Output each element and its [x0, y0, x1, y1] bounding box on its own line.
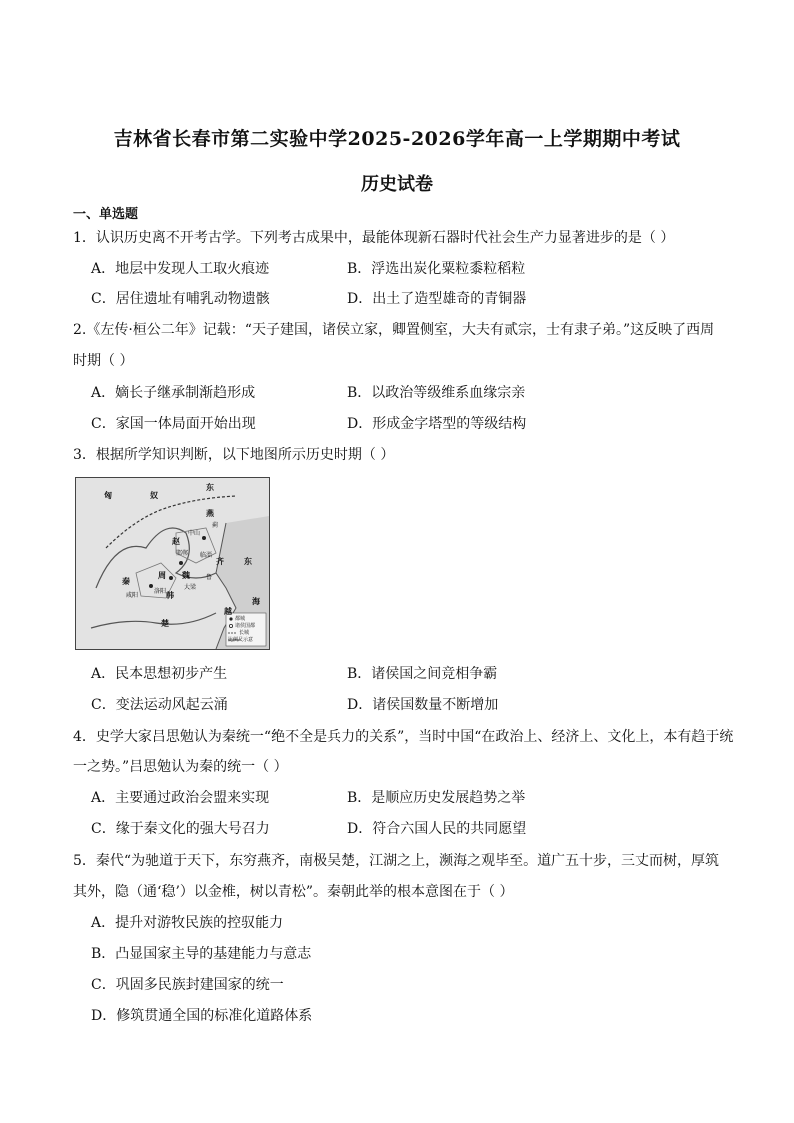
- map-label: 匈: [104, 491, 112, 500]
- map-label: 中山: [188, 530, 201, 537]
- question-2-option-a[interactable]: A．嫡长子继承制渐趋形成: [91, 385, 256, 401]
- map-label: 东: [206, 483, 214, 492]
- section-heading: 一、单选题: [73, 207, 139, 222]
- map-label: 临淄: [200, 552, 213, 559]
- question-1-option-a[interactable]: A．地层中发现人工取火痕迹: [91, 261, 270, 277]
- question-4-option-b[interactable]: B．是顺应历史发展趋势之举: [347, 790, 526, 806]
- question-3-option-d[interactable]: D．诸侯国数量不断增加: [347, 697, 499, 713]
- map-label: 东: [244, 557, 252, 566]
- map-labels: [76, 478, 269, 649]
- map-label: 燕: [206, 509, 214, 518]
- question-5-stem-line-1: 5．秦代“为驰道于天下，东穷燕齐，南极吴楚，江湖之上，濒海之观毕至。道广五十步，三丈而树，厚筑: [73, 853, 720, 869]
- question-5-option-b[interactable]: B．凸显国家主导的基建能力与意志: [91, 946, 312, 962]
- map-label: 邯郸: [176, 550, 189, 557]
- map-legend-item: 长城: [239, 630, 250, 636]
- map-label: 咸阳: [126, 592, 139, 599]
- question-1-stem: 1．认识历史离不开考古学。下列考古成果中，最能体现新石器时代社会生产力显著进步的是（ ）: [73, 230, 675, 246]
- map-label: 周: [158, 571, 166, 580]
- question-5-option-a[interactable]: A．提升对游牧民族的控驭能力: [91, 915, 284, 931]
- question-5-stem-line-2: 其外，隐（通‘稳’）以金椎，树以青松”。秦朝此举的根本意图在于（ ）: [73, 884, 514, 900]
- map-label: 蓟: [212, 522, 219, 529]
- question-2-option-c[interactable]: C．家国一体局面开始出现: [91, 416, 256, 432]
- question-4-stem-line-1: 4．史学大家吕思勉认为秦统一“绝不全是兵力的关系”，当时中国“在政治上、经济上、文化上，本有趋于统: [73, 729, 734, 745]
- map-legend-item: 都城: [235, 616, 246, 622]
- question-3-option-b[interactable]: B．诸侯国之间竞相争霸: [347, 666, 498, 682]
- map-label: 洛阳: [154, 588, 167, 595]
- map-label: 海: [252, 597, 260, 606]
- map-label: 楚: [161, 619, 169, 628]
- map-label: 齐: [216, 557, 224, 566]
- question-1-option-b[interactable]: B．浮选出炭化粟粒黍粒稻粒: [347, 261, 526, 277]
- map-label: 赵: [172, 537, 180, 546]
- question-5-option-d[interactable]: D．修筑贯通全国的标准化道路体系: [91, 1008, 313, 1024]
- question-2-stem-line-1: 2.《左传·桓公二年》记载：“天子建国，诸侯立家，卿置侧室，大夫有贰宗，士有隶子弟。”这反映了西周: [73, 322, 715, 338]
- question-3-option-a[interactable]: A．民本思想初步产生: [91, 666, 228, 682]
- question-2-option-d[interactable]: D．形成金字塔型的等级结构: [347, 416, 527, 432]
- question-1-option-c[interactable]: C．居住遗址有哺乳动物遗骸: [91, 291, 270, 307]
- map-label: 奴: [150, 491, 158, 500]
- exam-title: 吉林省长春市第二实验中学2025-2026学年高一上学期期中考试: [113, 128, 681, 150]
- map-label: 韩: [166, 591, 174, 600]
- question-3-option-c[interactable]: C．变法运动风起云涌: [91, 697, 228, 713]
- historical-map: [75, 477, 270, 650]
- map-label: 鲁: [206, 574, 213, 581]
- map-legend-item: 诸侯国都: [235, 623, 256, 629]
- exam-subtitle: 历史试卷: [361, 174, 433, 195]
- question-2-stem-line-2: 时期（ ）: [73, 353, 134, 369]
- question-4-option-c[interactable]: C．缘于秦文化的强大号召力: [91, 821, 270, 837]
- map-legend-item: 比例尺示意: [228, 637, 254, 643]
- map-label: 秦: [122, 577, 130, 586]
- question-4-option-a[interactable]: A．主要通过政治会盟来实现: [91, 790, 270, 806]
- question-2-option-b[interactable]: B．以政治等级维系血缘宗亲: [347, 385, 526, 401]
- question-4-option-d[interactable]: D．符合六国人民的共同愿望: [347, 821, 527, 837]
- question-4-stem-line-2: 一之势。”吕思勉认为秦的统一（ ）: [73, 759, 288, 775]
- map-label: 大梁: [184, 584, 197, 591]
- question-3-stem: 3．根据所学知识判断，以下地图所示历史时期（ ）: [73, 447, 395, 463]
- map-label: 魏: [182, 571, 190, 580]
- map-label: 越: [224, 607, 232, 616]
- question-1-option-d[interactable]: D．出土了造型雄奇的青铜器: [347, 291, 527, 307]
- question-5-option-c[interactable]: C．巩固多民族封建国家的统一: [91, 977, 284, 993]
